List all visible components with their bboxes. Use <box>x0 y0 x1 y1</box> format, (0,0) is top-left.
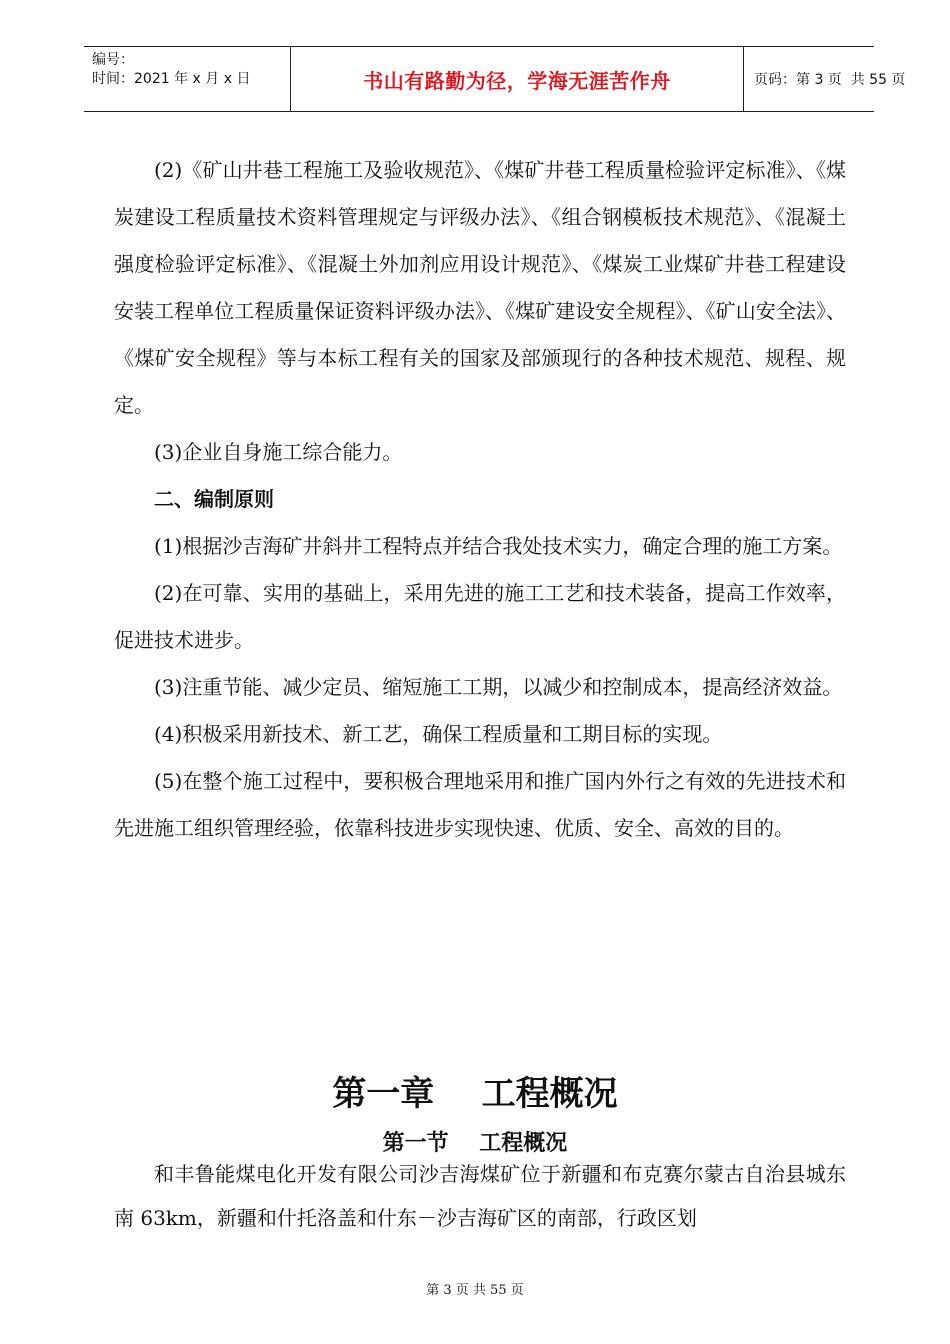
chapter-title: 第一章 工程概况 <box>332 1074 618 1114</box>
document-body <box>114 147 846 852</box>
principle-item-1: (1)根据沙吉海矿井斜井工程特点并结合我处技术实力，确定合理的施工方案。 <box>154 534 843 558</box>
header-number-label: 编号： <box>92 52 134 68</box>
section-title: 第一节 工程概况 <box>382 1131 568 1156</box>
header-motto: 书山有路勤为径，学海无涯苦作舟 <box>290 47 744 111</box>
page-header <box>84 46 906 112</box>
header-time-label: 时间：2021 年 x 月 x 日 <box>92 71 251 87</box>
section-paragraph: 和丰鲁能煤电化开发有限公司沙吉海煤矿位于新疆和布克赛尔蒙古自治县城东南 63km，新疆和什托洛盖和什东－沙吉海矿区的南部，行政区划 <box>114 1162 846 1230</box>
principle-item-5: (5)在整个施工过程中，要积极合理地采用和推广国内外行之有效的先进技术和先进施工组织管理经验，依靠科技进步实现快速、优质、安全、高效的目的。 <box>114 769 846 840</box>
page-footer: 第 3 页 共 55 页 <box>426 1283 524 1298</box>
section-heading-principles: 二、编制原则 <box>154 487 274 511</box>
principle-item-2: (2)在可靠、实用的基础上，采用先进的施工工艺和技术装备，提高工作效率，促进技术进步。 <box>114 581 846 652</box>
principle-item-4: (4)积极采用新技术、新工艺，确保工程质量和工期目标的实现。 <box>154 722 723 746</box>
paragraph-capability: (3)企业自身施工综合能力。 <box>154 440 403 464</box>
header-meta <box>92 51 250 89</box>
section-body <box>114 1152 846 1240</box>
principle-item-3: (3)注重节能、减少定员、缩短施工工期，以减少和控制成本，提高经济效益。 <box>154 675 843 699</box>
header-page-label: 页码：第 3 页 共 55 页 <box>754 72 906 88</box>
paragraph-standards-list: (2)《矿山井巷工程施工及验收规范》、《煤矿井巷工程质量检验评定标准》、《煤炭建设工程质量技术资料管理规定与评级办法》、《组合钢模板技术规范》、《混凝土强度检验评定标准》、《混凝土外加剂应用设计规范》、《煤炭工业煤矿井巷工程建设安装工程单位工程质量保证资料评级办法》、《煤矿建设安全规程》、《矿山安全法》、《煤矿安全规程》等与本标工程有关的国家及部颁现行的各种技术规范、规程、规定。 <box>114 158 846 417</box>
